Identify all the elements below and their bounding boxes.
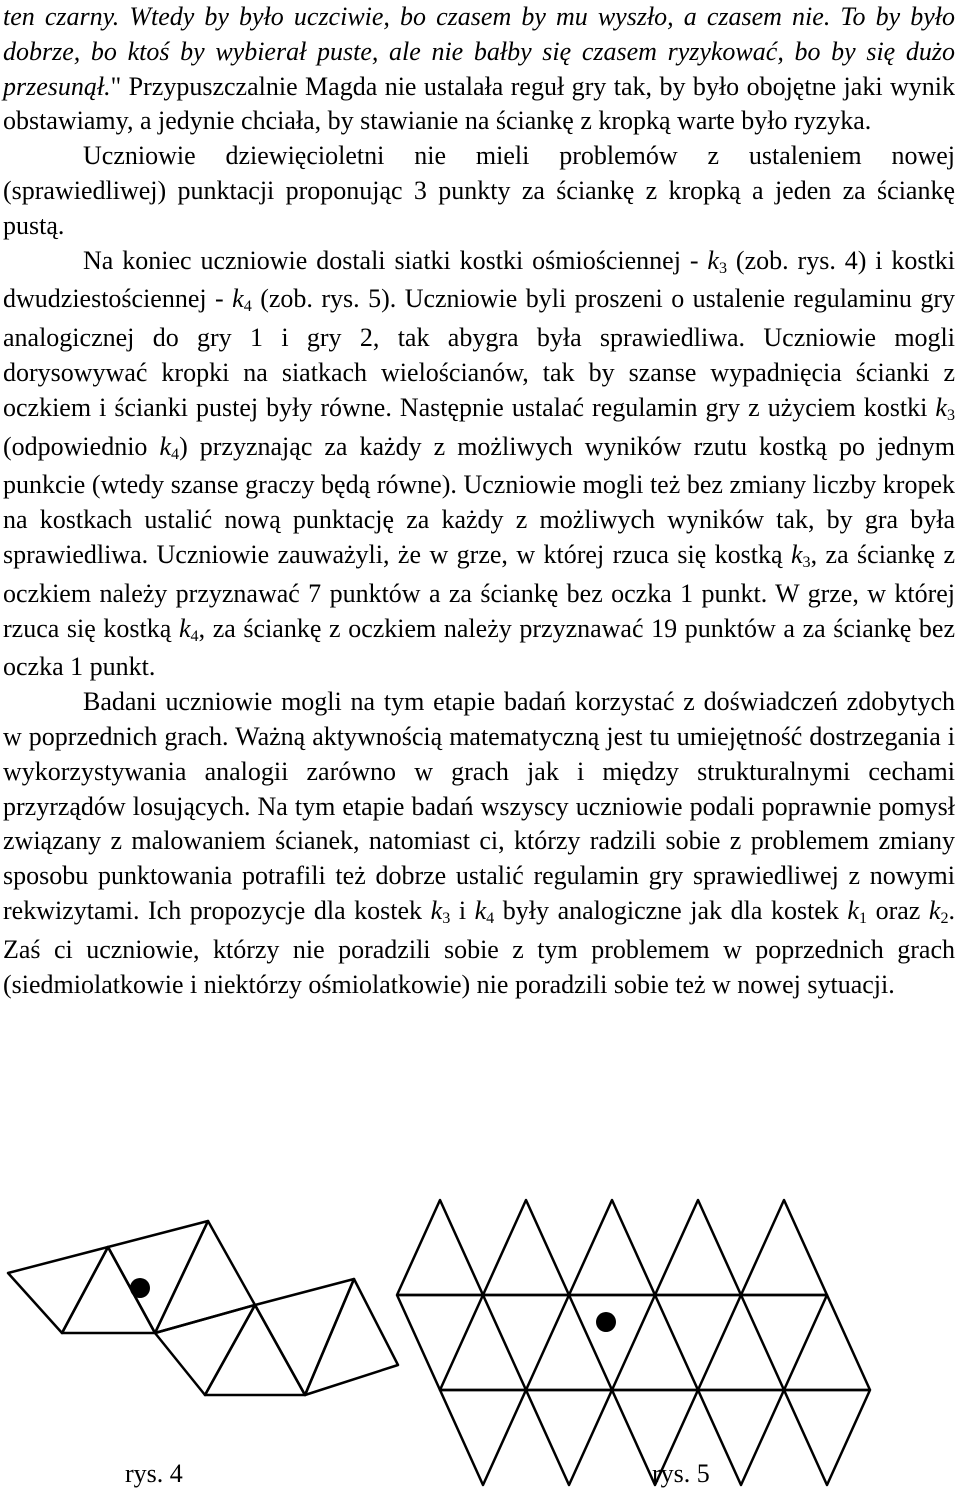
subscript: 4 bbox=[486, 909, 495, 927]
italic-text: k bbox=[178, 613, 191, 643]
net-face bbox=[440, 1390, 526, 1485]
text-run: Na koniec uczniowie dostali siatki kostki ośmiościennej - bbox=[83, 245, 708, 275]
italic-text: k bbox=[474, 895, 487, 925]
text-run: (zob. rys. 4) i kostki dwudziestościennej - bbox=[3, 245, 955, 314]
subscript: 3 bbox=[718, 259, 728, 277]
net-face bbox=[655, 1200, 741, 1295]
italic-text: k bbox=[707, 245, 719, 275]
article-body bbox=[3, 0, 955, 1002]
text-run: oraz bbox=[867, 895, 929, 925]
dot-marker bbox=[130, 1278, 150, 1298]
net-face bbox=[155, 1305, 255, 1395]
italic-text: k bbox=[430, 895, 443, 925]
figure-4-caption: rys. 4 bbox=[125, 1459, 183, 1488]
octahedron-net-figure bbox=[8, 1221, 398, 1395]
subscript: 3 bbox=[946, 406, 955, 424]
net-face bbox=[569, 1200, 655, 1295]
subscript: 2 bbox=[940, 909, 949, 927]
dot-marker bbox=[596, 1312, 616, 1332]
figure-5-caption: rys. 5 bbox=[652, 1459, 710, 1488]
text-run: (odpowiednio bbox=[3, 431, 160, 461]
text-run: i bbox=[450, 895, 475, 925]
text-run: " Przypuszczalnie Magda nie ustalała reguł gry tak, by było obojętne jaki wynik obstawiamy, a jedynie chciała, by stawianie na ściankę z kropką warte było ryzyka. bbox=[3, 71, 955, 136]
net-face bbox=[205, 1305, 305, 1395]
subscript: 4 bbox=[243, 298, 252, 316]
paragraph bbox=[3, 685, 955, 1002]
net-face bbox=[741, 1200, 827, 1295]
net-face bbox=[483, 1200, 569, 1295]
italic-text: k bbox=[928, 895, 941, 925]
italic-text: k bbox=[847, 895, 859, 925]
subscript: 4 bbox=[171, 445, 180, 463]
subscript: 3 bbox=[802, 553, 811, 571]
text-run: (zob. rys. 5). Uczniowie byli proszeni o ustalenie regulaminu gry analogicznej do gry 1 i gry 2, tak abygra była sprawiedliwa. Uczniowie mogli dorysowywać kropki na siatkach wielościanów, tak by szanse wypadnięcia ścianki z oczkiem i ścianki pustej były równe. Następnie ustalać regulamin gry z użyciem kostki bbox=[3, 284, 956, 422]
net-face bbox=[108, 1221, 208, 1333]
paragraph bbox=[3, 139, 955, 243]
net-face bbox=[784, 1390, 870, 1485]
subscript: 4 bbox=[190, 627, 199, 645]
net-edge bbox=[397, 1295, 870, 1390]
net-face bbox=[698, 1390, 784, 1485]
subscript: 1 bbox=[858, 909, 868, 927]
net-face bbox=[305, 1279, 398, 1395]
net-face bbox=[526, 1390, 612, 1485]
paragraph bbox=[3, 244, 955, 686]
net-face bbox=[255, 1279, 354, 1395]
net-face bbox=[155, 1221, 255, 1333]
text-run: Uczniowie dziewięcioletni nie mieli problemów z ustaleniem nowej (sprawiedliwej) punktacji proponując 3 punkty za ściankę z kropką a jeden za ściankę pustą. bbox=[3, 141, 955, 240]
net-face bbox=[397, 1200, 483, 1295]
subscript: 3 bbox=[442, 909, 451, 927]
figures-area bbox=[0, 1185, 960, 1494]
italic-text: k bbox=[232, 284, 244, 314]
text-run: były analogiczne jak dla kostek bbox=[494, 895, 848, 925]
italic-text: k bbox=[790, 539, 803, 569]
italic-text: ten czarny. Wtedy by było uczciwie, bo czasem by mu wyszło, a czasem nie. To by było dobrze, bo ktoś by wybierał puste, ale nie bałby się czasem ryzykować, bo by się dużo przesunął. bbox=[3, 2, 955, 101]
text-run: ) przyznając za każdy z możliwych wyników rzutu kostką po jednym punkcie (wtedy szanse graczy będą równe). Uczniowie mogli też bez zmiany liczby kropek na kostkach ustalić nową punktację za każdy z możliwych wyników tak, by gra była sprawiedliwa. Uczniowie zauważyli, że w grze, w której rzuca się kostką bbox=[3, 431, 955, 569]
text-run: Badani uczniowie mogli na tym etapie badań korzystać z doświadczeń zdobytych w poprzednich grach. Ważną aktywnością matematyczną jest tu umiejętność dostrzegania i wykorzystywania analogii zarówno w grach jak i między strukturalnymi cechami przyrządów losujących. Na tym etapie badań wszyscy uczniowie podali poprawnie pomysł związany z malowaniem ścianek, natomiast ci, którzy radzili sobie z problemem zmiany sposobu punktowania potrafili też dobrze ustalić regulamin gry sprawiedliwej z nowymi rekwizytami. Ich propozycje dla kostek bbox=[3, 687, 955, 925]
net-face bbox=[8, 1247, 108, 1333]
icosahedron-net-figure bbox=[397, 1200, 870, 1485]
text-run: . Zaś ci uczniowie, którzy nie poradzili sobie z tym problemem w poprzednich grach (siedmiolatkowie i niektórzy ośmiolatkowie) nie poradzili sobie też w nowej sytuacji. bbox=[3, 895, 955, 999]
text-run: , za ściankę z oczkiem należy przyznawać 19 punktów a za ściankę bez oczka 1 punkt. bbox=[3, 613, 955, 682]
italic-text: k bbox=[159, 431, 172, 461]
paragraph bbox=[3, 0, 955, 139]
italic-text: k bbox=[935, 392, 947, 422]
figures-drawing bbox=[0, 1185, 960, 1494]
text-run: , za ściankę z oczkiem należy przyznawać 7 punktów a za ściankę bez oczka 1 punkt. W grze, w której rzuca się kostką bbox=[3, 539, 955, 643]
